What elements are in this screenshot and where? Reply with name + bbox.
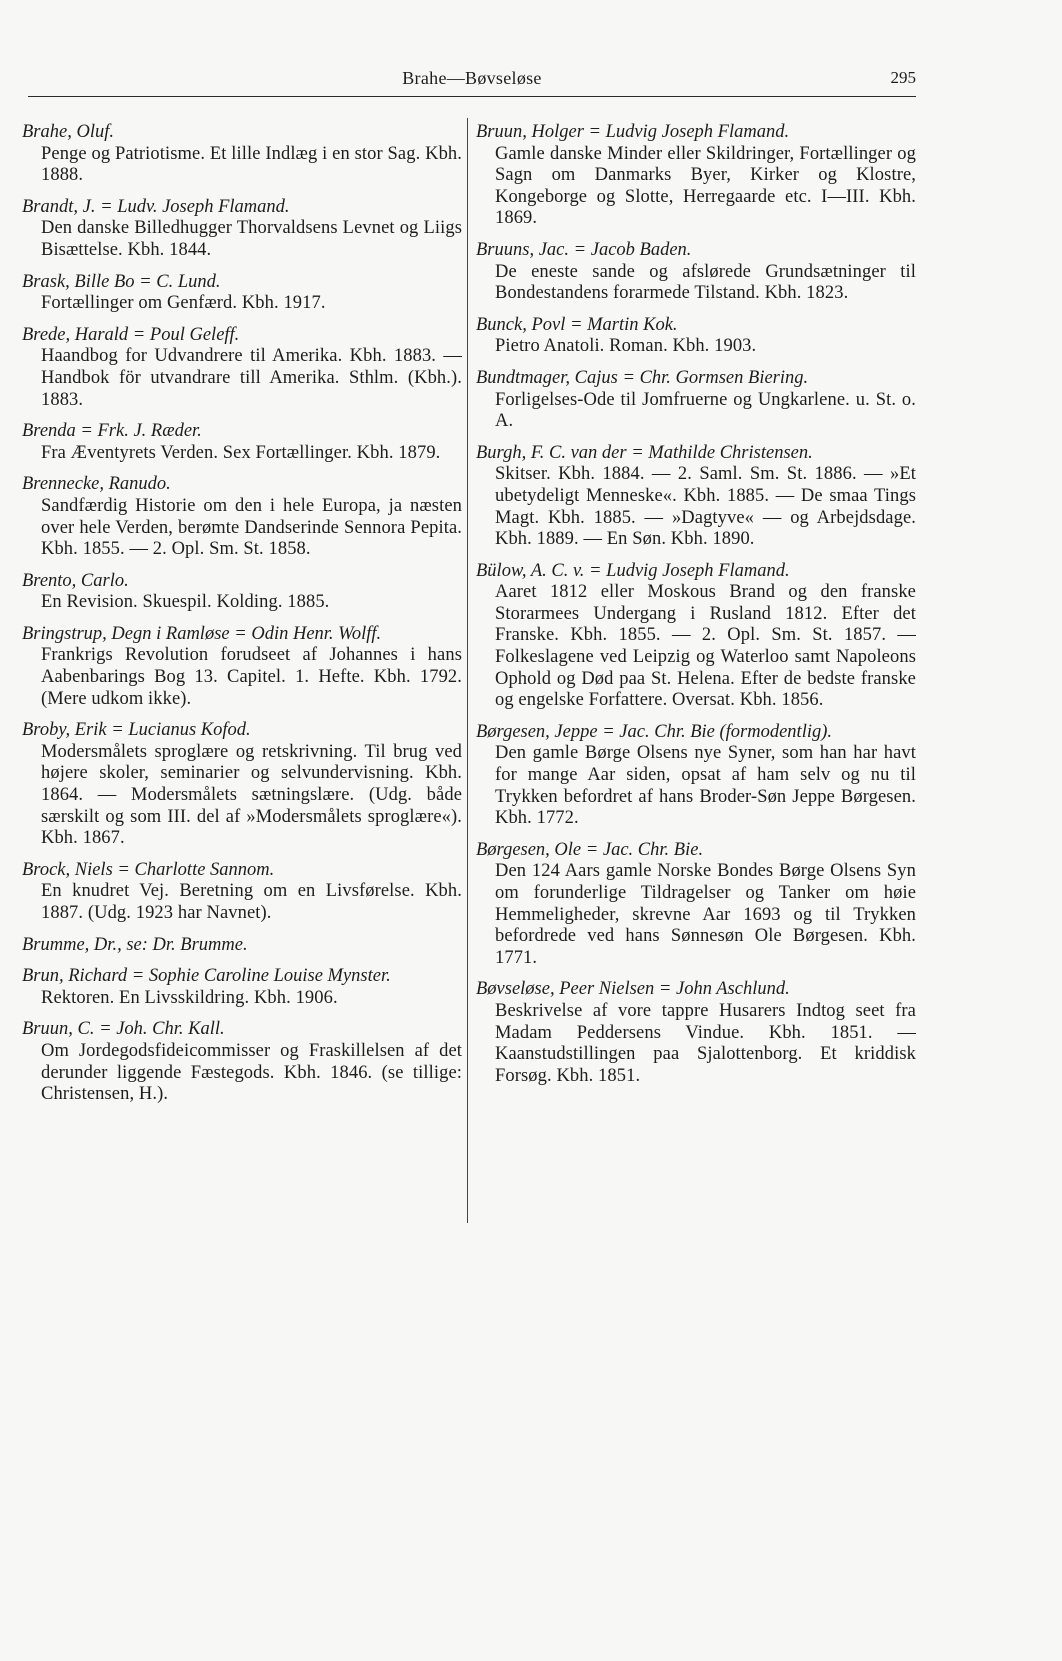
entry-heading: Brennecke, Ranudo.: [22, 474, 171, 495]
entry-text: Frankrigs Revolution forudseet af Johannes i hans Aabenbarings Bog 13. Capitel. 1. Hefte. Kbh. 1792. (Mere udkom ikke).: [41, 645, 462, 709]
entry-text: En knudret Vej. Beretning om en Livsførelse. Kbh. 1887. (Udg. 1923 har Navnet).: [41, 881, 462, 923]
entry: [476, 561, 916, 712]
entry-text: Haandbog for Udvandrere til Amerika. Kbh. 1883. — Handbok för utvandrare till Amerika. Sthlm. (Kbh.). 1883.: [41, 346, 462, 410]
entry-heading: Broby, Erik = Lucianus Kofod.: [22, 720, 251, 741]
entry-heading: Brenda = Frk. J. Ræder.: [22, 421, 202, 442]
entry-heading: Brun, Richard = Sophie Caroline Louise Mynster.: [22, 966, 391, 987]
running-title: Brahe—Bøvseløse: [402, 68, 542, 88]
entry: [22, 325, 462, 411]
entry-heading: Brento, Carlo.: [22, 570, 129, 591]
entry-text: Skitser. Kbh. 1884. — 2. Saml. Sm. St. 1886. — »Et ubetydeligt Menneske«. Kbh. 1885. — De smaa Tings Magt. Kbh. 1885. — »Dagtyve« — og Arbejdsdage. Kbh. 1889. — En Søn. Kbh. 1890.: [495, 464, 916, 550]
entry: [22, 272, 462, 315]
entry: [22, 624, 462, 710]
entry-heading: Børgesen, Jeppe = Jac. Chr. Bie (formodentlig).: [476, 721, 833, 742]
entry-text: Den 124 Aars gamle Norske Bondes Børge Olsens Syn om forunderlige Tildragelser og Tanker om høie Hemmeligheder, skrevne Aar 1693 og til Trykken befordrede ved hans Sønnesøn Ole Børgesen. Kbh. 1771.: [495, 861, 916, 968]
entry-heading: Bruuns, Jac. = Jacob Baden.: [476, 239, 692, 260]
entry-heading: Bringstrup, Degn i Ramløse = Odin Henr. Wolff.: [22, 623, 382, 644]
entry-text: Den danske Billedhugger Thorvaldsens Levnet og Liigs Bisættelse. Kbh. 1844.: [41, 218, 462, 260]
entry: [22, 571, 462, 614]
entry-heading: Bøvseløse, Peer Nielsen = John Aschlund.: [476, 979, 790, 1000]
entry: [22, 720, 462, 850]
entry: [22, 935, 462, 957]
entry-heading: Burgh, F. C. van der = Mathilde Christensen.: [476, 442, 813, 463]
entry-text: Aaret 1812 eller Moskous Brand og den franske Storarmees Undergang i Rusland 1812. Efter det Franske. Kbh. 1855. — 2. Opl. Sm. St. 1857. — Folkeslagene ved Leipzig og Waterloo samt Napoleons Ophold og Død paa St. Helena. Efter de bedste franske og engelske Forfattere. Oversat. Kbh. 1856.: [495, 582, 916, 711]
entry-text: Forligelses-Ode til Jomfruerne og Ungkarlene. u. St. o. A.: [495, 389, 916, 432]
entry: [476, 315, 916, 358]
entry-heading: Bundtmager, Cajus = Chr. Gormsen Biering.: [476, 367, 809, 388]
entry-text: Den gamle Børge Olsens nye Syner, som han har havt for mange Aar siden, opsat af ham selv og nu til Trykken befordret af hans Broder-Søn Jeppe Børgesen. Kbh. 1772.: [495, 743, 916, 829]
entry: [476, 443, 916, 551]
entry-text: En Revision. Skuespil. Kolding. 1885.: [41, 592, 330, 613]
entry: [22, 1019, 462, 1105]
entry-heading: Brask, Bille Bo = C. Lund.: [22, 271, 221, 292]
entry: [476, 979, 916, 1087]
page-header: [28, 64, 916, 97]
entry-heading: Bruun, C. = Joh. Chr. Kall.: [22, 1019, 225, 1040]
entry: [22, 421, 462, 464]
entry-heading: Bülow, A. C. v. = Ludvig Joseph Flamand.: [476, 560, 790, 581]
entry: [22, 474, 462, 560]
entry-text: Gamle danske Minder eller Skildringer, Fortællinger og Sagn om Danmarks Byer, Kirker og Klostre, Kongeborge og Slotte, Herregaarde etc. I—III. Kbh. 1869.: [495, 143, 916, 229]
entry: [22, 860, 462, 925]
entry-text: Pietro Anatoli. Roman. Kbh. 1903.: [495, 336, 757, 357]
entry-heading: Brandt, J. = Ludv. Joseph Flamand.: [22, 196, 290, 217]
entry-text: Om Jordegodsfideicommisser og Fraskillelsen af det derunder liggende Fæstegods. Kbh. 1846. (se tillige: Christensen, H.).: [41, 1040, 462, 1105]
entry: [476, 722, 916, 830]
entry-heading: Brumme, Dr., se: Dr. Brumme.: [22, 934, 248, 955]
entry: [22, 197, 462, 262]
entry-text: Modersmålets sproglære og retskrivning. Til brug ved højere skoler, seminarier og selvundervisning. Kbh. 1864. — Modersmålets sætningslære. (Udg. både særskilt og som III. del af »Modersmålets sproglære«). Kbh. 1867.: [41, 741, 462, 849]
entry: [476, 240, 916, 305]
entry-heading: Brahe, Oluf.: [22, 122, 114, 142]
entry-text: Fra Æventyrets Verden. Sex Fortællinger. Kbh. 1879.: [41, 442, 441, 463]
entry: [22, 122, 462, 187]
right-column: [476, 122, 916, 1097]
entry-text: Beskrivelse af vore tappre Husarers Indtog seet fra Madam Peddersens Vindue. Kbh. 1851. — Kaanstudstillingen paa Sjalottenborg. Et kriddisk Forsøg. Kbh. 1851.: [495, 1000, 916, 1086]
entry-text: Rektoren. En Livsskildring. Kbh. 1906.: [41, 987, 338, 1008]
entry: [476, 122, 916, 230]
entry: [476, 840, 916, 970]
entry-heading: Bunck, Povl = Martin Kok.: [476, 314, 678, 335]
entry-heading: Bruun, Holger = Ludvig Joseph Flamand.: [476, 122, 790, 142]
column-divider: [467, 118, 468, 1223]
entry-text: De eneste sande og afslørede Grundsætninger til Bondestandens forarmede Tilstand. Kbh. 1823.: [495, 261, 916, 304]
entry-heading: Brede, Harald = Poul Geleff.: [22, 324, 240, 345]
entry-text: Penge og Patriotisme. Et lille Indlæg i en stor Sag. Kbh. 1888.: [41, 143, 462, 186]
entry: [476, 368, 916, 433]
left-column: [22, 122, 462, 1116]
entry-heading: Brock, Niels = Charlotte Sannom.: [22, 859, 275, 880]
entry-text: Sandfærdig Historie om den i hele Europa, ja næsten over hele Verden, berømte Dandserinde Sennora Pepita. Kbh. 1855. — 2. Opl. Sm. St. 1858.: [41, 495, 462, 560]
entry: [22, 966, 462, 1009]
entry-heading: Børgesen, Ole = Jac. Chr. Bie.: [476, 839, 704, 860]
entry-text: Fortællinger om Genfærd. Kbh. 1917.: [41, 293, 326, 314]
page-number: 295: [890, 68, 916, 87]
